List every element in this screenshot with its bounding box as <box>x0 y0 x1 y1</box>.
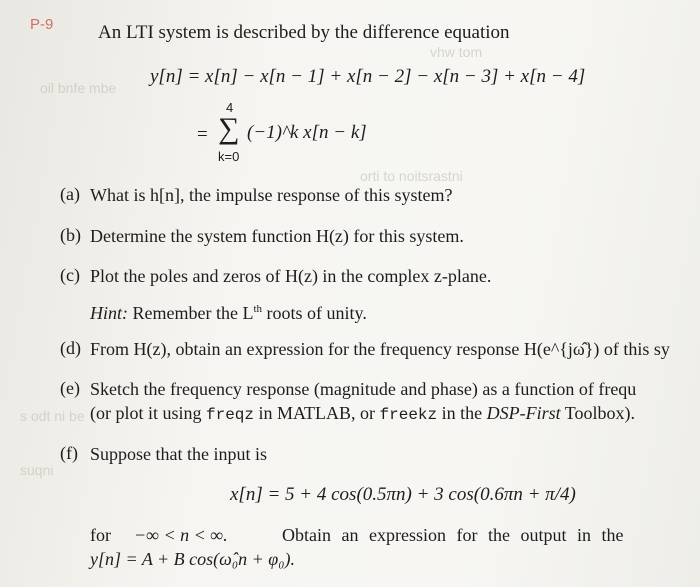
hint-label: Hint: <box>90 303 128 323</box>
part-e-text-cont <box>90 402 700 426</box>
input-equation: x[n] = 5 + 4 cos(0.5πn) + 3 cos(0.6πn + π/4) <box>230 484 576 505</box>
output-line1-text: Obtain an expression for the output in the <box>282 525 624 545</box>
part-a-text: What is h[n], the impulse response of this system? <box>90 185 453 205</box>
difference-equation-line1 <box>150 66 585 88</box>
code-freekz: freekz <box>379 406 438 424</box>
part-a-label: (a) <box>60 184 80 204</box>
bleed-through-text: suqni <box>20 462 54 478</box>
part-d-text: From H(z), obtain an expression for the frequency response H(e^{jω̂}) of this sy <box>90 339 670 359</box>
part-b-label: (b) <box>60 225 81 245</box>
part-c-text: Plot the poles and zeros of H(z) in the complex z-plane. <box>90 266 492 286</box>
bleed-through-text: oil bnfe mbe <box>40 80 117 96</box>
part-e-cont-3: in the <box>437 403 487 423</box>
part-d-label: (d) <box>60 338 81 358</box>
summation-symbol: ∑ <box>218 112 240 145</box>
part-e-cont-1: (or plot it using <box>90 403 206 423</box>
part-e-label: (e) <box>60 378 80 398</box>
part-f-text: Suppose that the input is <box>90 444 267 464</box>
bleed-through-text: s odt ni be <box>20 408 85 424</box>
bleed-through-text: vhw tom <box>430 44 483 60</box>
equation-rhs: x[n] − x[n − 1] + x[n − 2] − x[n − 3] + x[n − 4] <box>205 66 586 87</box>
part-f-label: (f) <box>60 443 78 463</box>
output-equation: y[n] = A + B cos(ω̂₀n + φ₀). <box>90 549 295 569</box>
equation-lhs: y[n] = <box>150 66 206 87</box>
hint-superscript: th <box>253 303 263 315</box>
summation-body: (−1)^k x[n − k] <box>247 122 367 143</box>
sum-lower-limit: k=0 <box>218 149 240 164</box>
code-freqz: freqz <box>206 406 255 424</box>
part-e-text: Sketch the frequency response (magnitude and phase) as a function of frequ <box>90 379 637 399</box>
hint-text-1: Remember the L <box>128 303 254 323</box>
bleed-through-text: orti to noitsrastni <box>360 168 463 184</box>
part-e-cont-2: in MATLAB, or <box>254 403 380 423</box>
hint-text-2: roots of unity. <box>262 303 367 323</box>
part-c-hint <box>90 298 367 324</box>
sum-upper-limit: 4 <box>226 100 234 115</box>
problem-intro: An LTI system is described by the difference equation <box>98 22 510 43</box>
output-line1-range: −∞ < n < ∞. <box>134 525 228 545</box>
part-b-text: Determine the system function H(z) for this system. <box>90 226 464 246</box>
part-c-label: (c) <box>60 265 80 285</box>
output-line1-a: for <box>90 525 111 545</box>
toolbox-name: DSP-First <box>486 403 561 423</box>
problem-marker: P-9 <box>30 16 54 33</box>
equals-sign: = <box>197 124 208 145</box>
part-e-cont-4: Toolbox). <box>560 403 636 423</box>
